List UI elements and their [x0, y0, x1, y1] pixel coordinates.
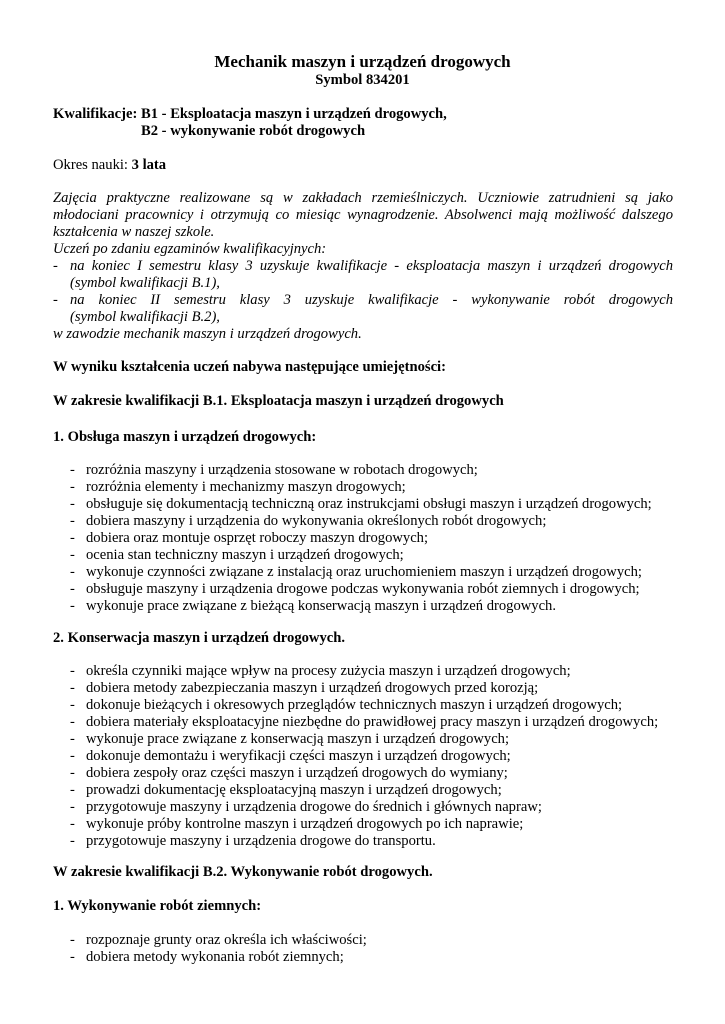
- intro-b1-line-1: na koniec I semestru klasy 3 uzyskuje kwalifikacje - eksploatacja maszyn i urządzeń drogowych: [70, 258, 673, 274]
- qualification-b1: B1 - Eksploatacja maszyn i urządzeń drogowych,: [141, 106, 447, 122]
- page-subtitle-symbol: Symbol 834201: [315, 72, 410, 88]
- scope-b2-heading: W zakresie kwalifikacji B.2. Wykonywanie robót drogowych.: [53, 864, 433, 880]
- intro-closing: w zawodzie mechanik maszyn i urządzeń drogowych.: [53, 326, 362, 342]
- intro-line-2: młodociani pracownicy i otrzymują co miesiąc wynagrodzenie. Absolwenci mają możliwość dalszego: [53, 207, 673, 223]
- page-title: Mechanik maszyn i urządzeń drogowych: [214, 52, 511, 71]
- scope-b1-heading: W zakresie kwalifikacji B.1. Eksploatacja maszyn i urządzeń drogowych: [53, 393, 504, 409]
- intro-dash-1: -: [53, 258, 58, 274]
- intro-b2-line-1: na koniec II semestru klasy 3 uzyskuje kwalifikacje - wykonywanie robót drogowych: [70, 292, 673, 308]
- intro-line-1: Zajęcia praktyczne realizowane są w zakładach rzemieślniczych. Uczniowie zatrudnieni są jako: [53, 190, 673, 206]
- duration-line: [53, 157, 166, 174]
- intro-line-3: kształcenia w naszej szkole.: [53, 224, 215, 240]
- document-page: Mechanik maszyn i urządzeń drogowych Symbol 834201 Kwalifikacje: B1 - Eksploatacja maszyn i urządzeń drogowych, B2 - wykonywanie robót drogowych Okres nauki: 3 lata Zajęcia praktyczne realizowane są w zakładach rzemieślniczych. Uczniowie zatrudnieni są jako młodociani pracownicy i otrzymują co miesiąc wynagrodzenie. Absolwenci mają możliwość dalszego kształcenia w naszej szkole. Uczeń po zdaniu egzaminów kwalifikacyjnych: - na koniec I semestru klasy 3 uzyskuje kwalifikacje - eksploatacja maszyn i urządzeń drogowych (symbol kwalifikacji B.1), - na koniec II semestru klasy 3 uzyskuje kwalifikacje - wykonywanie robót drogowych (symbol kwalifikacji B.2), w zawodzie mechanik maszyn i urządzeń drogowych. W wyniku kształcenia uczeń nabywa następujące umiejętności: W zakresie kwalifikacji B.1. Eksploatacja maszyn i urządzeń drogowych 1. Obsługa maszyn i urządzeń drogowych: - rozróżnia maszyny i urządzenia stosowane w robotach drogowych; - rozróżnia elementy i mechanizmy maszyn drogowych; - obsługuje się dokumentacją techniczną oraz instrukcjami obsługi maszyn i urządzeń drogowych; - dobiera maszyny i urządzenia do wykonywania określonych robót drogowych; - dobiera oraz montuje osprzęt roboczy maszyn drogowych; - ocenia stan techniczny maszyn i urządzeń drogowych; - wykonuje czynności związane z instalacją oraz uruchomieniem maszyn i urządzeń drogowych; - obsługuje maszyny i urządzenia drogowe podczas wykonywania robót ziemnych i drogowych; - wykonuje prace związane z bieżącą konserwacją maszyn i urządzeń drogowych. 2. Konserwacja maszyn i urządzeń drogowych. - określa czynniki mające wpływ na procesy zużycia maszyn i urządzeń drogowych; - dobiera metody zabezpieczania maszyn i urządzeń drogowych przed korozją; - dokonuje bieżących i okresowych przeglądów technicznych maszyn i urządzeń drogowych; - dobiera materiały eksploatacyjne niezbędne do prawidłowej pracy maszyn i urządzeń drogowych; - wykonuje prace związane z konserwacją maszyn i urządzeń drogowych; - dokonuje demontażu i weryfikacji części maszyn i urządzeń drogowych; - dobiera zespoły oraz części maszyn i urządzeń drogowych do wymiany; - prowadzi dokumentację eksploatacyjną maszyn i urządzeń drogowych; - przygotowuje maszyny i urządzenia drogowe do średnich i głównych napraw; - wykonuje próby kontrolne maszyn i urządzeń drogowych po ich naprawie; - przygotowuje maszyny i urządzenia drogowe do transportu. W zakresie kwalifikacji B.2. Wykonywanie robót drogowych. 1. Wykonywanie robót ziemnych: - rozpoznaje grunty oraz określa ich właściwości; - dobiera metody wykonania robót ziemnych;: [0, 0, 725, 1024]
- intro-b2-line-2: (symbol kwalifikacji B.2),: [70, 309, 220, 325]
- section3-heading: 1. Wykonywanie robót ziemnych:: [53, 898, 262, 914]
- intro-exam-lead: Uczeń po zdaniu egzaminów kwalifikacyjnych:: [53, 241, 327, 257]
- qualifications-label: Kwalifikacje:: [53, 106, 138, 122]
- section2-heading: 2. Konserwacja maszyn i urządzeń drogowych.: [53, 630, 345, 646]
- intro-b1-line-2: (symbol kwalifikacji B.1),: [70, 275, 220, 291]
- skills-heading: W wyniku kształcenia uczeń nabywa następujące umiejętności:: [53, 359, 446, 375]
- qualification-b2: B2 - wykonywanie robót drogowych: [141, 123, 366, 139]
- duration-label: Okres nauki:: [53, 157, 128, 173]
- section1-heading: 1. Obsługa maszyn i urządzeń drogowych:: [53, 429, 317, 445]
- duration-value: 3 lata: [131, 157, 167, 173]
- intro-dash-2: -: [53, 292, 58, 308]
